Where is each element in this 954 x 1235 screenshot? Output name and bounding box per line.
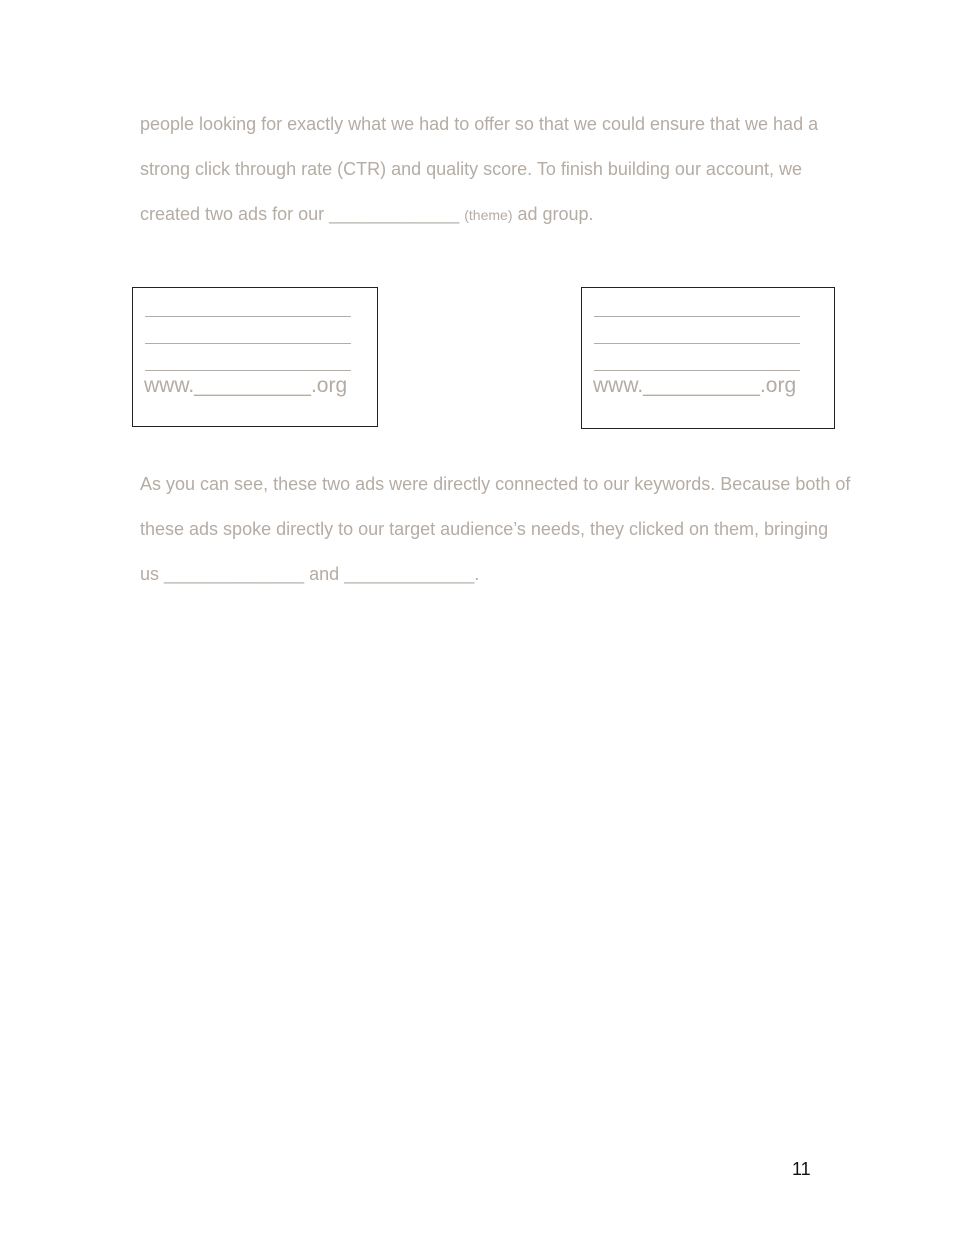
ad-box-left [132,287,378,427]
ad-description-blank-2 [145,370,351,371]
paragraph-1-line-2: strong click through rate (CTR) and quality score. To finish building our account, we [140,159,802,179]
theme-note: (theme) [464,207,513,223]
ad-description-blank-1 [145,343,351,344]
paragraph-2-line-3: us ______________ and _____________. [140,564,480,584]
page-number: 11 [792,1159,811,1179]
paragraph-2-line-2: these ads spoke directly to our target audience’s needs, they clicked on them, bringing [140,519,829,539]
paragraph-1-line-1: people looking for exactly what we had to offer so that we could ensure that we had a [140,114,819,134]
paragraph-1-line-3-start: created two ads for our _____________ [140,204,465,224]
paragraph-2-line-1: As you can see, these two ads were directly connected to our keywords. Because both of [140,474,851,494]
ad-description-blank-2 [594,370,800,371]
ad-url: www.__________.org [593,374,797,397]
ad-headline-blank [594,316,800,317]
ad-url: www.__________.org [144,374,348,397]
ad-description-blank-1 [594,343,800,344]
ad-box-right [581,287,835,429]
ad-headline-blank [145,316,351,317]
paragraph-1-line-3 [140,203,594,226]
paragraph-1-line-3-end: ad group. [512,204,594,224]
